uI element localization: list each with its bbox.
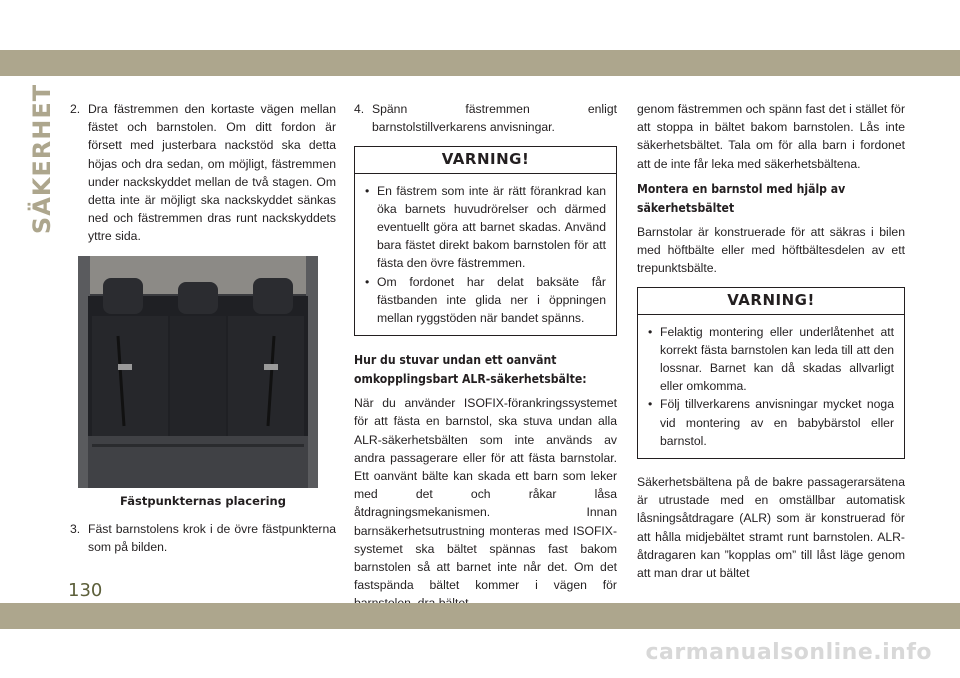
warning-bullet — [648, 395, 894, 450]
bullet-icon: • — [365, 183, 370, 198]
section-heading: Montera en barnstol med hjälp av säkerhetsbältet — [637, 180, 846, 215]
body-paragraph: Barnstolar är konstruerade för att säkras i bilen med höftbälte eller med höftbältesdelen av ett trepunktsbälte. — [637, 224, 905, 276]
warning-text: Följ tillverkarens anvisningar mycket noga vid montering av en babybärstol eller barnstol. — [660, 397, 894, 448]
bullet-icon: • — [365, 274, 370, 289]
footer-band — [0, 603, 960, 629]
warning-text: Felaktig montering eller underlåtenhet att korrekt fästa barnstolen kan leda till att den lossnar. Barnet kan då skadas allvarligt eller omkomma. — [660, 324, 894, 394]
bullet-icon: • — [648, 324, 653, 339]
photo-caption: Fästpunkternas placering — [120, 493, 286, 508]
warning-text: En fästrem som inte är rätt förankrad kan öka barnets huvudrörelser och därmed eventuellt göra att barnet skadas. Använd bara fästet direkt bakom barnstolen för att fästa den övre fästremmen. — [377, 183, 606, 271]
rear-seat-illustration — [78, 256, 318, 488]
step-number: 2. — [70, 102, 81, 116]
step-4 — [354, 100, 617, 136]
body-paragraph: När du använder ISOFIX-förankringssystemet för att fästa en barnstol, ska stuva undan alla ALR-säkerhetsbälten som inte används av andra passagerare eller för att fästa barnstolar. Ett oanvänt bälte kan skada ett barn som leker med det och råkar låsa åtdragningsmekanismen. Innan barnsäkerhetsutrustning monteras med ISOFIX-systemet ska bältet spännas fast bakom barnstolen så att barnet inte når det. Om det fastspända bältet kommer i vägen för — [354, 396, 617, 593]
warning-text: Om fordonet har delat baksäte får fästbanden inte glida ner i öppningen mellan ryggstöden när bandet spänns. — [377, 274, 606, 326]
warning-bullet — [648, 323, 894, 396]
column-1 — [70, 100, 336, 556]
step-3 — [70, 520, 336, 556]
warning-box — [637, 287, 905, 459]
section-heading: Hur du stuvar undan ett oanvänt omkopplingsbart ALR-säkerhetsbälte: — [354, 352, 587, 387]
warning-bullet — [365, 182, 606, 273]
anchor-locations-photo — [78, 256, 318, 488]
step-number: 4. — [354, 102, 365, 116]
header-band — [0, 50, 960, 76]
step-number: 3. — [70, 521, 81, 536]
warning-box — [354, 146, 617, 336]
warning-title: VARNING! — [355, 147, 616, 173]
section-tab-label: SÄKERHET — [28, 83, 56, 235]
body-paragraph: genom fästremmen och spänn fast det i stället för att stoppa in bältet bakom barnstolen. Lås inte säkerhetsbältet. Tala om för alla barn i fordonet att de inte får leka med säkerhetsbältena. — [637, 102, 905, 171]
step-text: Dra fästremmen den kortaste vägen mellan fästet och barnstolen. Om ditt fordon är försett med justerbara nackstöd ska detta höjas och dra sedan, om möjligt, fästremmen under nackskyddet mellan de två stagen. Om detta inte är möjligt ska nackskyddet sänkas ned och fästremmen dras runt nackskyddets yttre sida. — [88, 102, 336, 244]
warning-bullet — [365, 273, 606, 328]
step-text: Fäst barnstolens krok i de övre fästpunkterna som på bilden. — [88, 521, 336, 555]
column-3 — [637, 100, 905, 588]
column-2 — [354, 100, 617, 619]
bullet-icon: • — [648, 397, 653, 412]
body-paragraph: Säkerhetsbältena på de bakre passagerarsätena är utrustade med en omställbar automatisk låsningsåtdragare (ALR) som är konstruerad för att hålla midjebältet stramt runt barnstolen. ALR-åtdragaren kan ”kopplas om” till låst läge genom att man drar ut bältet — [637, 475, 905, 581]
warning-title: VARNING! — [638, 288, 904, 314]
section-tab — [26, 83, 58, 235]
page-number: 130 — [68, 580, 103, 601]
step-2 — [70, 100, 336, 246]
watermark: carmanualsonline.info — [645, 640, 932, 665]
step-text: Spänn fästremmen enligt barnstolstillverkarens anvisningar. — [372, 102, 617, 135]
